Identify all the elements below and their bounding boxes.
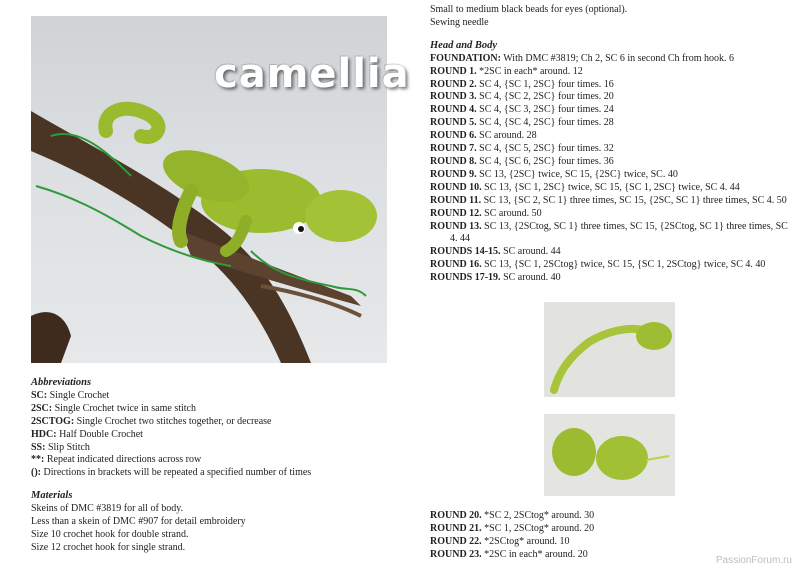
row-label: ROUND 3.: [430, 91, 477, 103]
info-column: [31, 377, 391, 555]
row-label: ROUND 10.: [430, 181, 482, 193]
section-heading-materials: Materials: [31, 490, 73, 502]
pattern-row: [430, 79, 790, 92]
hero-title: camellia: [214, 51, 410, 97]
row-label: ROUND 1.: [430, 65, 477, 77]
pattern-row: [430, 143, 790, 156]
watermark: PassionForum.ru: [715, 555, 792, 567]
row-label: ROUND 21.: [430, 522, 482, 534]
row-text: SC 4, {SC 5, 2SC} four times. 32: [476, 143, 614, 155]
pattern-row: [430, 246, 790, 259]
row-text: SC 13, {SC 2, SC 1} three times, SC 15, {2SC, SC 1} three times, SC 4. 50: [481, 194, 787, 206]
abbreviation-item: [31, 429, 391, 442]
abbr-def: Repeat indicated directions across row: [44, 454, 202, 466]
row-label: ROUNDS 17-19.: [430, 272, 501, 284]
row-label: ROUND 8.: [430, 155, 477, 167]
crochet-head-tail-illustration: [544, 302, 675, 397]
row-text: *2SC in each* around. 20: [481, 548, 588, 560]
pattern-row: [430, 221, 790, 247]
row-text: SC 13, {2SC} twice, SC 15, {2SC} twice, SC. 40: [476, 168, 678, 180]
abbr-term: 2SC:: [31, 402, 53, 414]
abbreviation-item: [31, 390, 391, 403]
abbr-def: Half Double Crochet: [56, 428, 143, 440]
row-text: *SC 1, 2SCtog* around. 20: [481, 522, 595, 534]
row-text: SC around. 40: [500, 272, 561, 284]
pattern-row: [430, 66, 790, 79]
materials-item: Small to medium black beads for eyes (optional).: [430, 4, 628, 15]
abbr-def: Single Crochet two stitches together, or decrease: [74, 415, 272, 427]
pattern-column: [430, 4, 790, 285]
progress-photo-head-tail: [544, 302, 675, 397]
row-text: SC around. 28: [476, 130, 537, 142]
materials-item: Less than a skein of DMC #907 for detail embroidery: [31, 516, 246, 528]
crochet-body-illustration: [544, 414, 675, 496]
materials-item: Skeins of DMC #3819 for all of body.: [31, 503, 184, 515]
row-text: *2SC in each* around. 12: [476, 65, 583, 77]
row-label: ROUNDS 14-15.: [430, 246, 501, 258]
row-text: *SC 2, 2SCtog* around. 30: [481, 510, 595, 521]
row-label: ROUND 7.: [430, 143, 477, 155]
row-text: SC 13, {2SCtog, SC 1} three times, SC 15, {2SCtog, SC 1} three times, SC 4. 44: [450, 220, 788, 245]
abbr-term: HDC:: [31, 428, 57, 440]
pattern-row: [430, 272, 790, 285]
abbr-term: ():: [31, 467, 41, 479]
row-label: ROUND 16.: [430, 259, 482, 271]
abbr-def: Directions in brackets will be repeated a specified number of times: [41, 467, 312, 479]
row-label: ROUND 9.: [430, 168, 477, 180]
hero-photo: [31, 16, 410, 363]
pattern-row: [430, 91, 790, 104]
row-label: ROUND 6.: [430, 130, 477, 142]
row-label: ROUND 20.: [430, 510, 482, 521]
row-label: ROUND 4.: [430, 104, 477, 116]
abbreviation-item: [31, 454, 391, 467]
row-text: *2SCtog* around. 10: [481, 535, 570, 547]
abbr-def: Single Crochet twice in same stitch: [52, 402, 196, 414]
section-heading-head-body: Head and Body: [430, 39, 498, 51]
abbreviation-item: [31, 403, 391, 416]
pattern-row: [430, 169, 790, 182]
row-text: SC 13, {SC 1, 2SCtog} twice, SC 15, {SC 1, 2SCtog} twice, SC 4. 40: [481, 259, 766, 271]
abbr-term: SS:: [31, 441, 46, 453]
pattern-row: [430, 104, 790, 117]
row-text: SC 4, {SC 4, 2SC} four times. 28: [476, 117, 614, 129]
row-text: SC 13, {SC 1, 2SC} twice, SC 15, {SC 1, 2SC} twice, SC 4. 44: [481, 181, 740, 193]
row-label: FOUNDATION:: [430, 52, 501, 64]
row-label: ROUND 2.: [430, 78, 477, 90]
section-heading-abbreviations: Abbreviations: [31, 377, 92, 388]
row-label: ROUND 12.: [430, 207, 482, 219]
row-label: ROUND 11.: [430, 194, 482, 206]
pattern-row: [430, 130, 790, 143]
abbr-term: SC:: [31, 389, 48, 401]
row-label: ROUND 23.: [430, 548, 482, 560]
pattern-row: [430, 156, 790, 169]
materials-item: Sewing needle: [430, 16, 489, 28]
progress-photo-body: [544, 414, 675, 496]
pattern-row: [430, 536, 790, 549]
row-text: SC 4, {SC 2, 2SC} four times. 20: [476, 91, 614, 103]
abbr-term: 2SCTOG:: [31, 415, 75, 427]
pattern-row: [430, 259, 790, 272]
abbreviation-item: [31, 442, 391, 455]
pattern-row: [430, 182, 790, 195]
row-text: SC 4, {SC 3, 2SC} four times. 24: [476, 104, 614, 116]
row-text: SC 4, {SC 1, 2SC} four times. 16: [476, 78, 614, 90]
materials-item: Size 10 crochet hook for double strand.: [31, 528, 189, 540]
row-label: ROUND 5.: [430, 117, 477, 129]
abbr-def: Single Crochet: [47, 389, 110, 401]
final-rounds: [430, 510, 790, 562]
abbr-term: **:: [31, 454, 45, 466]
row-text: With DMC #3819; Ch 2, SC 6 in second Ch from hook. 6: [500, 52, 734, 64]
row-label: ROUND 13.: [430, 220, 482, 232]
pattern-row: [430, 208, 790, 221]
abbreviation-item: [31, 467, 391, 480]
abbr-def: Slip Stitch: [45, 441, 90, 453]
pattern-row: [430, 117, 790, 130]
pattern-row: [430, 510, 790, 523]
row-text: SC 4, {SC 6, 2SC} four times. 36: [476, 155, 614, 167]
row-text: SC around. 44: [500, 246, 561, 258]
row-label: ROUND 22.: [430, 535, 482, 547]
abbreviation-item: [31, 416, 391, 429]
pattern-row: [430, 523, 790, 536]
row-text: SC around. 50: [481, 207, 542, 219]
pattern-row: [430, 53, 790, 66]
pattern-row: [430, 195, 790, 208]
materials-item: Size 12 crochet hook for single strand.: [31, 541, 186, 553]
